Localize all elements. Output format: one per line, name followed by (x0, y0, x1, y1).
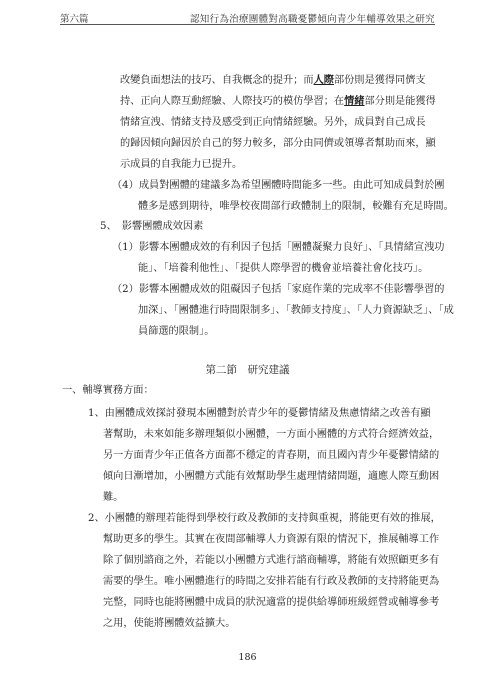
emphasis-emotion: 情緒 (344, 95, 365, 107)
body-line: 員篩選的限制」。 (138, 326, 215, 337)
body-line: 持、正向人際互動經驗、人際技巧的模仿學習；在情緒部分則是能獲得 (120, 95, 436, 107)
list-item-cont: 除了個別諮商之外，若能以小團體方式進行諮商輔導，將能有效照顧更多有 (103, 555, 440, 566)
list-item-cont: 難。 (103, 492, 124, 503)
body-line: 情緒宣洩、情緒支持及感受到正向情緒經驗。另外，成員對自己成長 (120, 117, 426, 128)
list-heading: 一、輔導實務方面： (62, 385, 154, 396)
body-line: （2）影響本團體成效的阻礙因子包括「家庭作業的完成率不佳影響學習的 (112, 284, 445, 295)
list-item-cont: 需要的學生。唯小團體進行的時間之安排若能有行政及教師的支持將能更為 (103, 576, 440, 587)
body-line: 改變負面想法的技巧、自我概念的提升；而人際部份則是獲得同儕支 (120, 74, 426, 86)
list-item-cont: 完整，同時也能將團體中成員的狀況適當的提供給導師班級經營或輔導參考 (103, 597, 440, 608)
body-line: （4）成員對團體的建議多為希望團體時間能多一些。由此可知成員對於團 (112, 180, 445, 191)
body-line: 能」、「培養利他性」、「提供人際學習的機會並培養社會化技巧」。 (138, 263, 429, 274)
list-item-cont: 幫助更多的學生。其實在夜間部輔導人力資源有限的情況下，推展輔導工作 (103, 534, 440, 545)
body-line: 示成員的自我能力已提升。 (120, 159, 243, 170)
list-item-cont: 傾向日漸增加，小團體方式能有效幫助學生處理情緒問題，適應人際互動困 (103, 471, 440, 482)
header-rule (60, 24, 435, 25)
section-title: 第二節 研究建議 (205, 364, 290, 376)
body-line: 的歸因傾向歸因於自己的努力較多，部分由同儕或領導者幫助而來，顯 (120, 138, 436, 149)
body-line: 加深」、「團體進行時間限制多」、「教師支持度」、「人力資源缺乏」、「成 (138, 305, 454, 316)
running-title: 認知行為治療團體對高職憂鬱傾向青少年輔導效果之研究 (189, 14, 435, 25)
body-line: 體多是感到期待，唯學校夜間部行政體制上的限制，較難有充足時間。 (138, 201, 454, 212)
list-item-cont: 另一方面青少年正值各方面都不穩定的青春期，而且國內青少年憂鬱情緒的 (103, 450, 440, 461)
page-number: 186 (238, 652, 257, 663)
body-line: （1）影響本團體成效的有利因子包括「團體凝聚力良好」、「具情緒宣洩功 (112, 242, 445, 253)
list-item-cont: 著幫助，未來如能多辦理類似小團體，一方面小團體的方式符合經濟效益， (103, 429, 440, 440)
emphasis-interpersonal: 人際 (313, 74, 334, 86)
running-header (60, 8, 435, 24)
list-item: 1、由團體成效探討發現本團體對於青少年的憂鬱情緒及焦慮情緒之改善有顯 (88, 408, 431, 419)
chapter-label: 第六篇 (60, 14, 89, 25)
list-item-cont: 之用，使能將團體效益擴大。 (103, 618, 236, 629)
list-item: 2、小團體的辦理若能得到學校行政及教師的支持與重視，將能更有效的推展， (88, 513, 441, 524)
subsection-heading: 5、 影響團體成效因素 (100, 221, 204, 232)
